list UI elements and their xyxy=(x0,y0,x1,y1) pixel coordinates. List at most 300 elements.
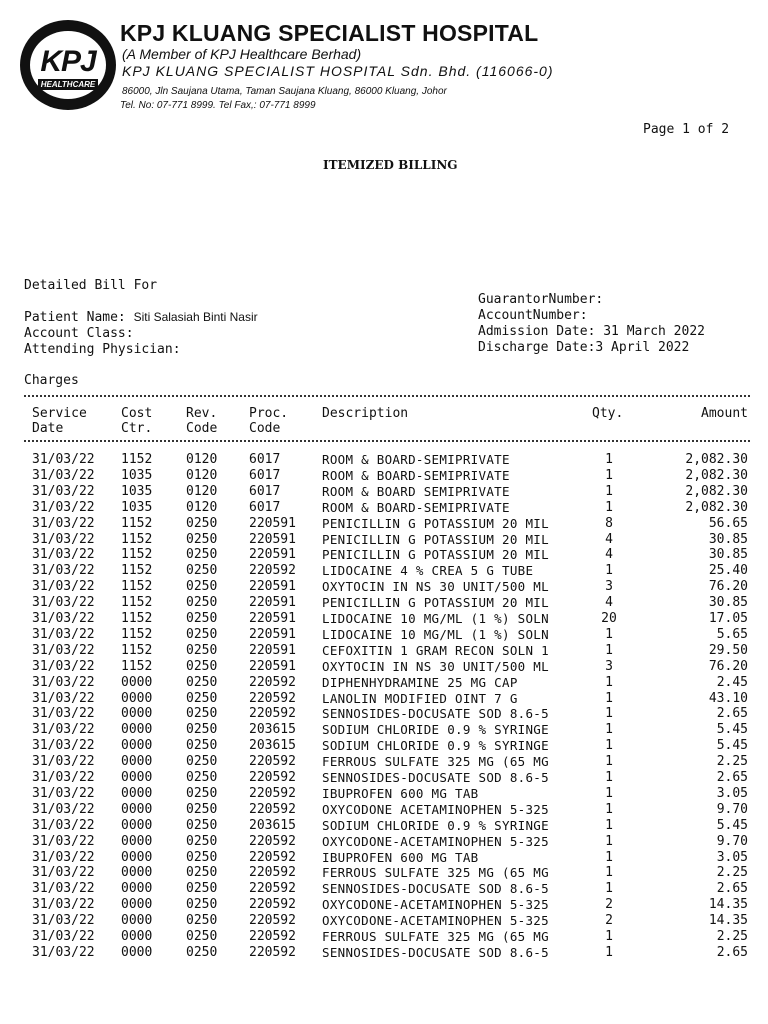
amount-cell: 2,082.30 xyxy=(685,499,748,515)
amount-cell: 17.05 xyxy=(708,611,748,626)
proc-code-cell: 220592 xyxy=(249,865,296,881)
proc-code-cell: 220591 xyxy=(249,515,296,531)
proc-code-cell: 220591 xyxy=(249,658,296,674)
qty-cell: 1 xyxy=(605,483,613,499)
proc-code-cell: 220592 xyxy=(249,897,296,913)
amount-cell: 30.85 xyxy=(708,531,748,547)
cost-ctr-cell: 0000 xyxy=(121,881,153,897)
discharge-date-value: 3 April 2022 xyxy=(595,340,690,355)
proc-code-cell: 220592 xyxy=(249,706,296,722)
rev-code-cell: 0120 xyxy=(186,483,218,499)
service-date-cell: 31/03/22 xyxy=(32,754,95,770)
proc-code-cell: 220592 xyxy=(249,929,296,944)
proc-code-cell: 220592 xyxy=(249,944,296,960)
qty-cell: 1 xyxy=(605,754,613,770)
rev-code-cell: 0250 xyxy=(186,626,218,642)
amount-cell: 5.45 xyxy=(716,738,748,754)
col-proc-code xyxy=(249,406,288,436)
description-cell: LIDOCAINE 10 MG/ML (1 %) SOLN xyxy=(322,611,549,626)
qty-cell: 1 xyxy=(605,626,613,642)
description-cell: ROOM & BOARD SEMIPRIVATE xyxy=(322,483,510,499)
cost-ctr-cell: 1152 xyxy=(121,642,153,658)
proc-code-cell: 220592 xyxy=(249,785,296,801)
patient-name-row xyxy=(24,310,258,325)
service-date-cell: 31/03/22 xyxy=(32,642,95,658)
amount-cell: 2.65 xyxy=(716,881,748,897)
hospital-phone: Tel. No: 07-771 8999. Tel Fax,: 07-771 8999 xyxy=(120,100,316,111)
qty-cell: 4 xyxy=(605,595,613,611)
description-cell: OXYCODONE ACETAMINOPHEN 5-325 xyxy=(322,801,549,817)
proc-code-cell: 220591 xyxy=(249,626,296,642)
amount-cell: 2.65 xyxy=(716,770,748,785)
proc-code-cell: 203615 xyxy=(249,722,296,738)
rev-code-cell: 0250 xyxy=(186,690,218,706)
qty-cell: 1 xyxy=(605,785,613,801)
col-proc-code-line1: Proc. xyxy=(249,406,289,421)
rev-code-cell: 0250 xyxy=(186,611,218,626)
table-row xyxy=(0,611,768,627)
table-row xyxy=(0,563,768,579)
logo-text: KPJ xyxy=(40,45,96,78)
proc-code-cell: 6017 xyxy=(249,467,281,483)
cost-ctr-cell: 0000 xyxy=(121,849,153,865)
cost-ctr-cell: 0000 xyxy=(121,674,153,690)
table-row xyxy=(0,897,768,913)
service-date-cell: 31/03/22 xyxy=(32,547,95,563)
qty-cell: 2 xyxy=(605,913,613,929)
table-row xyxy=(0,627,768,643)
description-cell: SODIUM CHLORIDE 0.9 % SYRINGE xyxy=(322,738,549,754)
cost-ctr-cell: 1035 xyxy=(121,483,153,499)
qty-cell: 3 xyxy=(605,579,613,595)
description-cell: PENICILLIN G POTASSIUM 20 MIL xyxy=(322,531,549,547)
rev-code-cell: 0250 xyxy=(186,595,218,611)
description-cell: FERROUS SULFATE 325 MG (65 MG xyxy=(322,754,549,770)
logo-subtext: HEALTHCARE xyxy=(38,79,98,90)
rev-code-cell: 0120 xyxy=(186,452,218,467)
qty-cell: 1 xyxy=(605,499,613,515)
service-date-cell: 31/03/22 xyxy=(32,897,95,913)
service-date-cell: 31/03/22 xyxy=(32,944,95,960)
admission-date-row xyxy=(478,324,705,339)
service-date-cell: 31/03/22 xyxy=(32,579,95,595)
amount-cell: 2.25 xyxy=(716,754,748,770)
cost-ctr-cell: 0000 xyxy=(121,817,153,833)
proc-code-cell: 220592 xyxy=(249,754,296,770)
table-row xyxy=(0,722,768,738)
qty-cell: 1 xyxy=(605,801,613,817)
rev-code-cell: 0250 xyxy=(186,531,218,547)
table-row xyxy=(0,865,768,881)
proc-code-cell: 220592 xyxy=(249,833,296,849)
service-date-cell: 31/03/22 xyxy=(32,706,95,722)
qty-cell: 1 xyxy=(605,849,613,865)
description-cell: SENNOSIDES-DOCUSATE SOD 8.6-5 xyxy=(322,881,549,897)
service-date-cell: 31/03/22 xyxy=(32,929,95,944)
description-cell: OXYCODONE-ACETAMINOPHEN 5-325 xyxy=(322,833,549,849)
description-cell: PENICILLIN G POTASSIUM 20 MIL xyxy=(322,547,549,563)
proc-code-cell: 6017 xyxy=(249,499,281,515)
rev-code-cell: 0250 xyxy=(186,897,218,913)
description-cell: PENICILLIN G POTASSIUM 20 MIL xyxy=(322,515,549,531)
qty-cell: 1 xyxy=(605,929,613,944)
description-cell: SODIUM CHLORIDE 0.9 % SYRINGE xyxy=(322,817,549,833)
rev-code-cell: 0250 xyxy=(186,658,218,674)
col-cost-ctr-line1: Cost xyxy=(121,406,153,421)
service-date-cell: 31/03/22 xyxy=(32,770,95,785)
proc-code-cell: 220592 xyxy=(249,801,296,817)
description-cell: PENICILLIN G POTASSIUM 20 MIL xyxy=(322,595,549,611)
charges-table-body xyxy=(0,452,768,972)
discharge-date-row xyxy=(478,340,689,355)
cost-ctr-cell: 0000 xyxy=(121,897,153,913)
rev-code-cell: 0250 xyxy=(186,706,218,722)
qty-cell: 2 xyxy=(605,897,613,913)
description-cell: SENNOSIDES-DOCUSATE SOD 8.6-5 xyxy=(322,706,549,722)
service-date-cell: 31/03/22 xyxy=(32,785,95,801)
rev-code-cell: 0250 xyxy=(186,817,218,833)
cost-ctr-cell: 0000 xyxy=(121,929,153,944)
qty-cell: 4 xyxy=(605,547,613,563)
service-date-cell: 31/03/22 xyxy=(32,452,95,467)
col-service-date-line2: Date xyxy=(32,421,64,436)
table-row xyxy=(0,468,768,484)
amount-cell: 56.65 xyxy=(708,515,748,531)
description-cell: OXYCODONE-ACETAMINOPHEN 5-325 xyxy=(322,897,549,913)
amount-cell: 3.05 xyxy=(716,849,748,865)
patient-name-label: Patient Name: xyxy=(24,310,126,325)
cost-ctr-cell: 0000 xyxy=(121,801,153,817)
cost-ctr-cell: 1152 xyxy=(121,547,153,563)
table-row xyxy=(0,691,768,707)
table-row xyxy=(0,754,768,770)
amount-cell: 5.45 xyxy=(716,817,748,833)
cost-ctr-cell: 0000 xyxy=(121,706,153,722)
amount-cell: 3.05 xyxy=(716,785,748,801)
cost-ctr-cell: 1035 xyxy=(121,499,153,515)
description-cell: DIPHENHYDRAMINE 25 MG CAP xyxy=(322,674,518,690)
cost-ctr-cell: 0000 xyxy=(121,770,153,785)
cost-ctr-cell: 0000 xyxy=(121,913,153,929)
col-rev-code-line1: Rev. xyxy=(186,406,218,421)
col-description: Description xyxy=(322,406,409,421)
proc-code-cell: 6017 xyxy=(249,452,281,467)
logo-ring xyxy=(30,31,106,99)
rev-code-cell: 0250 xyxy=(186,833,218,849)
document-title: ITEMIZED BILLING xyxy=(323,158,458,172)
service-date-cell: 31/03/22 xyxy=(32,674,95,690)
qty-cell: 1 xyxy=(605,944,613,960)
amount-cell: 5.45 xyxy=(716,722,748,738)
table-row xyxy=(0,659,768,675)
rev-code-cell: 0250 xyxy=(186,865,218,881)
qty-cell: 20 xyxy=(601,611,617,626)
description-cell: LIDOCAINE 10 MG/ML (1 %) SOLN xyxy=(322,626,549,642)
table-row xyxy=(0,818,768,834)
proc-code-cell: 220592 xyxy=(249,913,296,929)
rev-code-cell: 0250 xyxy=(186,674,218,690)
rev-code-cell: 0250 xyxy=(186,754,218,770)
qty-cell: 1 xyxy=(605,452,613,467)
service-date-cell: 31/03/22 xyxy=(32,626,95,642)
account-class-label: Account Class: xyxy=(24,326,134,341)
cost-ctr-cell: 1152 xyxy=(121,658,153,674)
rev-code-cell: 0250 xyxy=(186,849,218,865)
description-cell: LANOLIN MODIFIED OINT 7 G xyxy=(322,690,518,706)
description-cell: IBUPROFEN 600 MG TAB xyxy=(322,785,479,801)
table-row xyxy=(0,532,768,548)
account-number-label: AccountNumber: xyxy=(478,308,588,323)
qty-cell: 1 xyxy=(605,865,613,881)
hospital-address: 86000, Jln Saujana Utama, Taman Saujana Kluang, 86000 Kluang, Johor xyxy=(122,86,447,97)
qty-cell: 1 xyxy=(605,467,613,483)
rev-code-cell: 0250 xyxy=(186,579,218,595)
rev-code-cell: 0250 xyxy=(186,515,218,531)
qty-cell: 8 xyxy=(605,515,613,531)
service-date-cell: 31/03/22 xyxy=(32,690,95,706)
service-date-cell: 31/03/22 xyxy=(32,483,95,499)
qty-cell: 1 xyxy=(605,690,613,706)
proc-code-cell: 203615 xyxy=(249,817,296,833)
description-cell: SENNOSIDES-DOCUSATE SOD 8.6-5 xyxy=(322,770,549,785)
cost-ctr-cell: 0000 xyxy=(121,722,153,738)
col-amount: Amount xyxy=(701,406,748,421)
description-cell: OXYTOCIN IN NS 30 UNIT/500 ML xyxy=(322,579,549,595)
qty-cell: 1 xyxy=(605,563,613,579)
rev-code-cell: 0120 xyxy=(186,467,218,483)
company-line: KPJ KLUANG SPECIALIST HOSPITAL Sdn. Bhd. (116066-0) xyxy=(122,63,554,79)
description-cell: CEFOXITIN 1 GRAM RECON SOLN 1 xyxy=(322,642,549,658)
rev-code-cell: 0250 xyxy=(186,563,218,579)
table-row xyxy=(0,738,768,754)
table-row xyxy=(0,579,768,595)
proc-code-cell: 220591 xyxy=(249,531,296,547)
description-cell: SENNOSIDES-DOCUSATE SOD 8.6-5 xyxy=(322,944,549,960)
proc-code-cell: 220592 xyxy=(249,881,296,897)
table-row xyxy=(0,516,768,532)
cost-ctr-cell: 0000 xyxy=(121,944,153,960)
table-row xyxy=(0,802,768,818)
proc-code-cell: 6017 xyxy=(249,483,281,499)
bill-for-label: Detailed Bill For xyxy=(24,278,158,293)
amount-cell: 76.20 xyxy=(708,579,748,595)
rev-code-cell: 0250 xyxy=(186,913,218,929)
col-cost-ctr-line2: Ctr. xyxy=(121,421,153,436)
amount-cell: 5.65 xyxy=(716,626,748,642)
rev-code-cell: 0250 xyxy=(186,642,218,658)
admission-date-label: Admission Date: xyxy=(478,324,596,339)
table-row xyxy=(0,881,768,897)
cost-ctr-cell: 1152 xyxy=(121,626,153,642)
charges-label: Charges xyxy=(24,373,79,388)
amount-cell: 43.10 xyxy=(708,690,748,706)
description-cell: IBUPROFEN 600 MG TAB xyxy=(322,849,479,865)
service-date-cell: 31/03/22 xyxy=(32,658,95,674)
description-cell: SODIUM CHLORIDE 0.9 % SYRINGE xyxy=(322,722,549,738)
table-row xyxy=(0,643,768,659)
service-date-cell: 31/03/22 xyxy=(32,499,95,515)
description-cell: ROOM & BOARD-SEMIPRIVATE xyxy=(322,467,510,483)
service-date-cell: 31/03/22 xyxy=(32,833,95,849)
qty-cell: 1 xyxy=(605,770,613,785)
table-row xyxy=(0,786,768,802)
amount-cell: 14.35 xyxy=(708,913,748,929)
proc-code-cell: 220591 xyxy=(249,547,296,563)
cost-ctr-cell: 0000 xyxy=(121,738,153,754)
rev-code-cell: 0250 xyxy=(186,881,218,897)
col-rev-code xyxy=(186,406,217,436)
proc-code-cell: 220591 xyxy=(249,579,296,595)
amount-cell: 76.20 xyxy=(708,658,748,674)
rev-code-cell: 0120 xyxy=(186,499,218,515)
cost-ctr-cell: 1035 xyxy=(121,467,153,483)
rev-code-cell: 0250 xyxy=(186,785,218,801)
amount-cell: 14.35 xyxy=(708,897,748,913)
table-row xyxy=(0,706,768,722)
service-date-cell: 31/03/22 xyxy=(32,738,95,754)
description-cell: FERROUS SULFATE 325 MG (65 MG xyxy=(322,929,549,944)
col-rev-code-line2: Code xyxy=(186,421,218,436)
cost-ctr-cell: 1152 xyxy=(121,452,153,467)
table-header-divider xyxy=(24,440,750,442)
proc-code-cell: 220592 xyxy=(249,690,296,706)
table-top-divider xyxy=(24,395,750,397)
amount-cell: 2,082.30 xyxy=(685,483,748,499)
table-row xyxy=(0,834,768,850)
admission-date-value: 31 March 2022 xyxy=(603,324,705,339)
service-date-cell: 31/03/22 xyxy=(32,881,95,897)
amount-cell: 29.50 xyxy=(708,642,748,658)
proc-code-cell: 220592 xyxy=(249,563,296,579)
rev-code-cell: 0250 xyxy=(186,722,218,738)
service-date-cell: 31/03/22 xyxy=(32,467,95,483)
proc-code-cell: 220591 xyxy=(249,595,296,611)
service-date-cell: 31/03/22 xyxy=(32,865,95,881)
amount-cell: 30.85 xyxy=(708,595,748,611)
qty-cell: 1 xyxy=(605,706,613,722)
col-proc-code-line2: Code xyxy=(249,421,281,436)
table-row xyxy=(0,500,768,516)
qty-cell: 1 xyxy=(605,833,613,849)
member-line: (A Member of KPJ Healthcare Berhad) xyxy=(122,46,362,62)
col-service-date xyxy=(32,406,87,436)
cost-ctr-cell: 0000 xyxy=(121,785,153,801)
cost-ctr-cell: 0000 xyxy=(121,690,153,706)
cost-ctr-cell: 1152 xyxy=(121,563,153,579)
cost-ctr-cell: 0000 xyxy=(121,865,153,881)
proc-code-cell: 220591 xyxy=(249,611,296,626)
qty-cell: 4 xyxy=(605,531,613,547)
table-row xyxy=(0,547,768,563)
description-cell: LIDOCAINE 4 % CREA 5 G TUBE xyxy=(322,563,534,579)
amount-cell: 2.65 xyxy=(716,706,748,722)
table-row xyxy=(0,675,768,691)
qty-cell: 1 xyxy=(605,881,613,897)
col-qty: Qty. xyxy=(592,406,624,421)
cost-ctr-cell: 0000 xyxy=(121,833,153,849)
table-row xyxy=(0,913,768,929)
rev-code-cell: 0250 xyxy=(186,770,218,785)
page-indicator: Page 1 of 2 xyxy=(643,122,730,137)
table-row xyxy=(0,770,768,786)
service-date-cell: 31/03/22 xyxy=(32,817,95,833)
amount-cell: 9.70 xyxy=(716,833,748,849)
qty-cell: 1 xyxy=(605,642,613,658)
table-row xyxy=(0,452,768,468)
service-date-cell: 31/03/22 xyxy=(32,595,95,611)
patient-name-value: Siti Salasiah Binti Nasir xyxy=(133,310,258,324)
rev-code-cell: 0250 xyxy=(186,944,218,960)
col-service-date-line1: Service xyxy=(32,406,87,421)
service-date-cell: 31/03/22 xyxy=(32,801,95,817)
service-date-cell: 31/03/22 xyxy=(32,531,95,547)
proc-code-cell: 203615 xyxy=(249,738,296,754)
attending-physician-label: Attending Physician: xyxy=(24,342,181,357)
discharge-date-label: Discharge Date: xyxy=(478,340,596,355)
amount-cell: 9.70 xyxy=(716,801,748,817)
cost-ctr-cell: 1152 xyxy=(121,595,153,611)
description-cell: ROOM & BOARD-SEMIPRIVATE xyxy=(322,452,510,467)
rev-code-cell: 0250 xyxy=(186,801,218,817)
amount-cell: 2.25 xyxy=(716,865,748,881)
amount-cell: 2,082.30 xyxy=(685,467,748,483)
description-cell: ROOM & BOARD-SEMIPRIVATE xyxy=(322,499,510,515)
service-date-cell: 31/03/22 xyxy=(32,515,95,531)
qty-cell: 1 xyxy=(605,722,613,738)
proc-code-cell: 220592 xyxy=(249,674,296,690)
rev-code-cell: 0250 xyxy=(186,547,218,563)
description-cell: FERROUS SULFATE 325 MG (65 MG xyxy=(322,865,549,881)
rev-code-cell: 0250 xyxy=(186,738,218,754)
amount-cell: 25.40 xyxy=(708,563,748,579)
amount-cell: 2.65 xyxy=(716,944,748,960)
service-date-cell: 31/03/22 xyxy=(32,722,95,738)
hospital-name: KPJ KLUANG SPECIALIST HOSPITAL xyxy=(120,20,539,46)
cost-ctr-cell: 1152 xyxy=(121,611,153,626)
qty-cell: 1 xyxy=(605,738,613,754)
qty-cell: 1 xyxy=(605,674,613,690)
proc-code-cell: 220591 xyxy=(249,642,296,658)
amount-cell: 2.45 xyxy=(716,674,748,690)
col-cost-ctr xyxy=(121,406,152,436)
table-row xyxy=(0,484,768,500)
description-cell: OXYCODONE-ACETAMINOPHEN 5-325 xyxy=(322,913,549,929)
amount-cell: 2.25 xyxy=(716,929,748,944)
service-date-cell: 31/03/22 xyxy=(32,563,95,579)
cost-ctr-cell: 1152 xyxy=(121,515,153,531)
amount-cell: 30.85 xyxy=(708,547,748,563)
table-row xyxy=(0,595,768,611)
service-date-cell: 31/03/22 xyxy=(32,849,95,865)
cost-ctr-cell: 1152 xyxy=(121,579,153,595)
table-row xyxy=(0,945,768,961)
kpj-logo xyxy=(20,20,116,110)
service-date-cell: 31/03/22 xyxy=(32,611,95,626)
guarantor-number-label: GuarantorNumber: xyxy=(478,292,604,307)
table-row xyxy=(0,929,768,945)
cost-ctr-cell: 1152 xyxy=(121,531,153,547)
table-row xyxy=(0,850,768,866)
proc-code-cell: 220592 xyxy=(249,849,296,865)
service-date-cell: 31/03/22 xyxy=(32,913,95,929)
cost-ctr-cell: 0000 xyxy=(121,754,153,770)
proc-code-cell: 220592 xyxy=(249,770,296,785)
amount-cell: 2,082.30 xyxy=(685,452,748,467)
rev-code-cell: 0250 xyxy=(186,929,218,944)
qty-cell: 1 xyxy=(605,817,613,833)
description-cell: OXYTOCIN IN NS 30 UNIT/500 ML xyxy=(322,658,549,674)
qty-cell: 3 xyxy=(605,658,613,674)
